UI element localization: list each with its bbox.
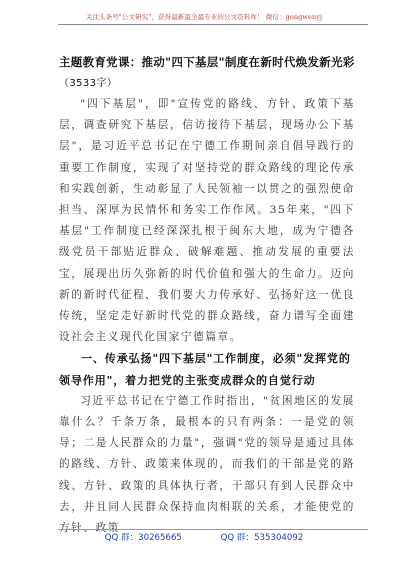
title-text: 主题教育党课：推动"四下基层"制度在新时代焕发新光彩: [59, 55, 355, 69]
intro-paragraph: "四下基层"，即"宣传党的路线、方针、政策下基层，调查研究下基层，信访接待下基层，现场办公下基层"，是习近平总书记在宁德工作期间亲自倡导践行的重要工作制度，实现了对坚持党的群众路线的理论传承和实践创新，生动彰显了人民领袖一以贯之的强烈使命担当、深厚为民情怀和务实工作作风。35年来，"四下基层"工作制度已经深深扎根于闽东大地，成为宁德各级党员干部贴近群众、破解难题、推动发展的重要法宝，展现出历久弥新的时代价值和强大的生命力。迈向新的新时代征程，我们要大力传承好、弘扬好这一优良传统，坚定走好新时代党的群众路线，奋力谱写全面建设社会主义现代化国家宁德篇章。: [59, 98, 355, 344]
footer-qq-group-2: QQ 群：535304092: [220, 533, 304, 543]
footer-qq-group-1: QQ 群：30265665: [104, 533, 182, 543]
footer-divider: [58, 529, 368, 530]
document-body: [59, 52, 355, 539]
header-divider: [58, 24, 368, 25]
word-count: （3533字）: [59, 78, 118, 89]
section-one-heading: 一、传承弘扬"四下基层"工作制度，必须"发挥党的领导作用"，着力把党的主张变成群众的自觉行动: [59, 352, 351, 387]
header-banner: 关注头条号"公文研究"，获得最新最全最专业的公文资料库！ 微信：gongwenyj: [85, 13, 323, 21]
section-one-paragraph: 习近平总书记在宁德工作时指出，"贫困地区的发展靠什么？千条万条，最根本的只有两条：一是党的领导；二是人民群众的力量"，强调"党的领导是通过具体的路线、方针、政策来体现的，而我们的干部是党的路线、方针、政策的具体执行者，干部只有到人民群众中去，并且同人民群众保持血肉相联的关系，才能使党的方针、政策: [59, 394, 355, 535]
document-title: [59, 52, 355, 94]
footer: [0, 531, 408, 543]
